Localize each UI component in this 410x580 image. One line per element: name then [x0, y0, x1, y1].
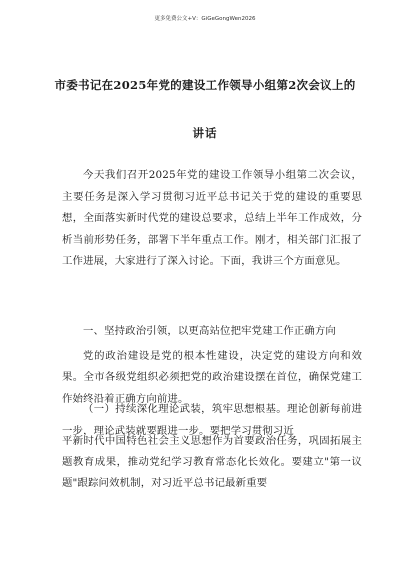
header-watermark: 更多免费公文+V：GiGeGongWen2026: [154, 16, 256, 22]
document-subtitle: 讲话: [192, 126, 218, 140]
paragraph-intro: 今天我们召开2025年党的建设工作领导小组第二次会议，主要任务是深入学习贯彻习近平总书记关于党的建设的重要思想，全面落实新时代党的建设总要求，总结上半年工作成效，分析当前形势任务，部署下半年重点工作。刚才，相关部门汇报了工作进展，大家进行了深入讨论。下面，我讲三个方面意见。: [62, 169, 362, 268]
subsection-heading-1: （一）持续深化理论武装，筑牢思想根基。理论创新每前进一步，理论武装就要跟进一步。要把学习贯彻习近: [62, 403, 362, 437]
section-heading-1: 一、坚持政治引领，以更高站位把牢党建工作正确方向: [83, 325, 336, 337]
document-title: 市委书记在2025年党的建设工作领导小组第2次会议上的: [54, 78, 356, 92]
paragraph-subsection-1: 平新时代中国特色社会主义思想作为首要政治任务，巩固拓展主题教育成果，推动党纪学习教育常态化长效化。要建立"第一议题"跟踪问效机制，对习近平总书记最新重要: [62, 435, 362, 489]
paragraph-section-1: 党的政治建设是党的根本性建设，决定党的建设方向和效果。全市各级党组织必须把党的政治建设摆在首位，确保党建工作始终沿着正确方向前进。: [62, 350, 362, 405]
